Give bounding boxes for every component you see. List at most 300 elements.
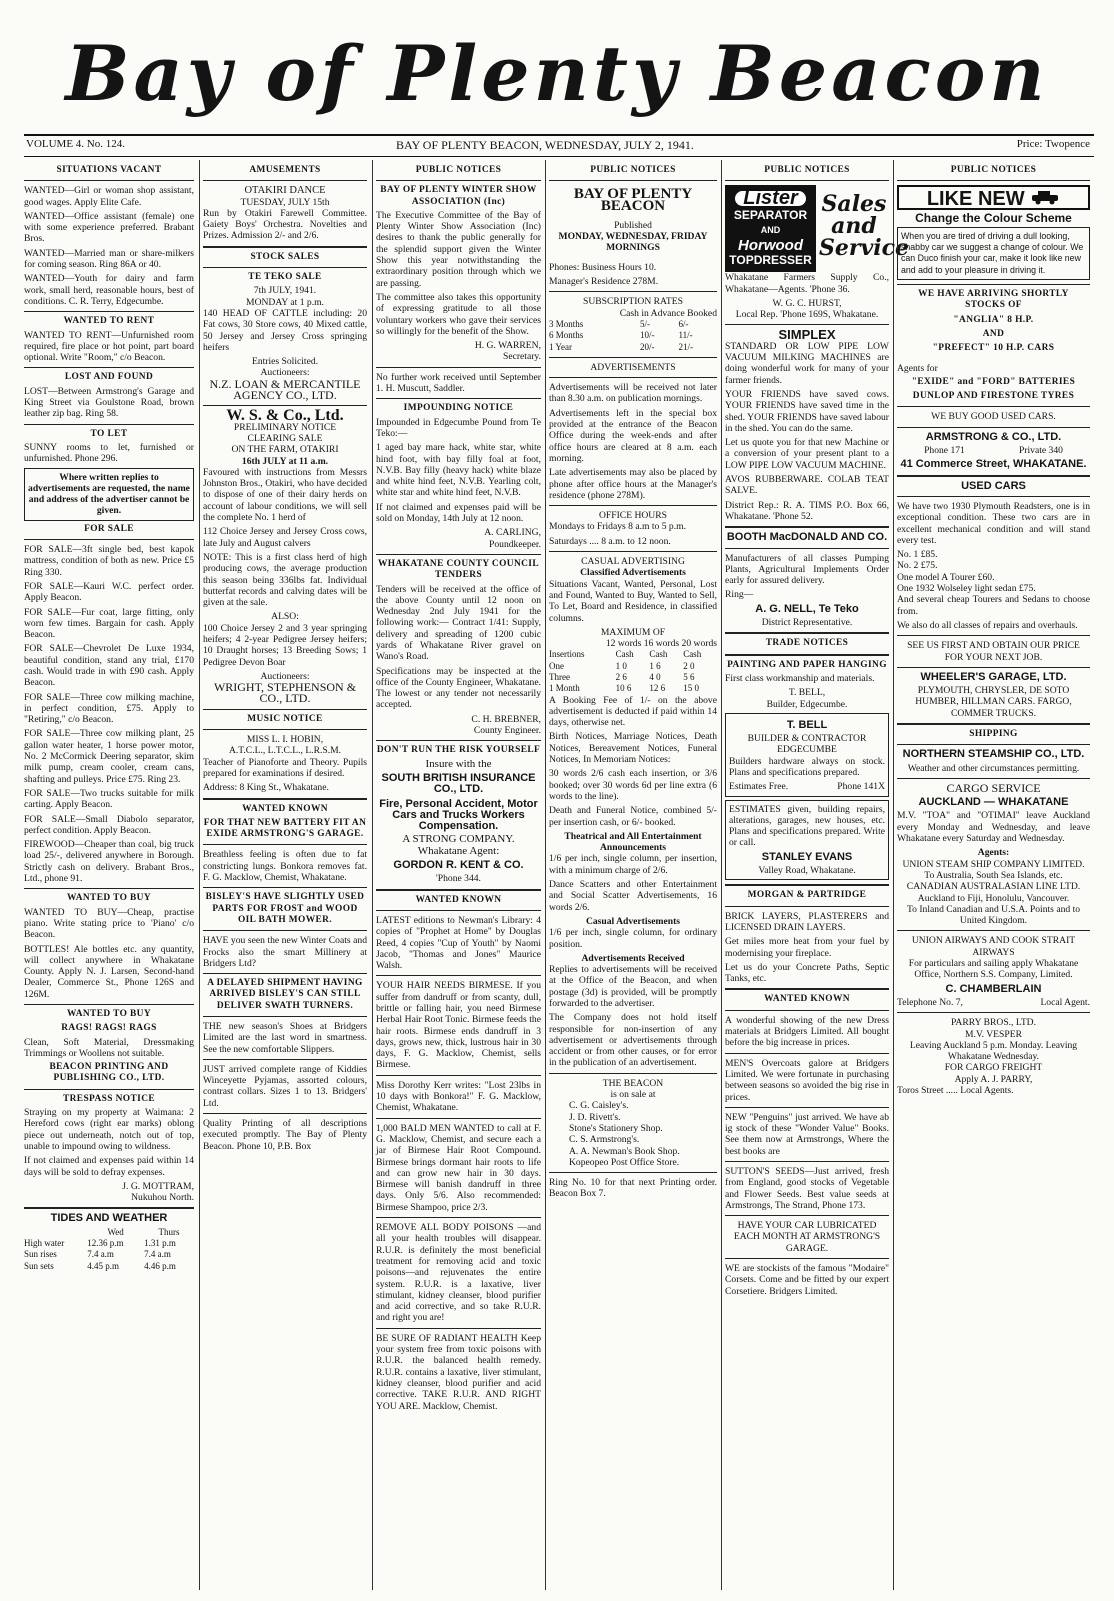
wanted-known-ad: YOUR HAIR NEEDS BIRMESE. If you suffer from dandruff or from scanty, dull, brittle or falling hair, you need Birmese Herbal Hair Root Tonic. Birmese feeds the hair roots. Birmese ends dandruff in 3 days, grows new, thick, lustrous hair in 30 days, F. G. Macklow, Chemist, sells Birmese. [376, 980, 541, 1071]
used-car-price: One 1932 Wolseley light sedan £75. [897, 583, 1036, 595]
masthead-rule [24, 134, 1094, 136]
insure-label: Insure with the [425, 757, 492, 770]
wanted-known-ad: THE new season's Shoes at Bridgers Limited are the last word in smartness. See the new comfortable Slippers. [203, 1021, 367, 1055]
rags-heading: RAGS! RAGS! RAGS [61, 1023, 157, 1034]
impounding-items: 1 aged bay mare hack, white star, white hind foot, with bay filly foal at foot, N.V.B. Bay filly (heavy hack) white blaze and white hind feet, N.V.B. Yearling colt, white star and white hind feet, N.V.B. [376, 442, 541, 499]
clearing-sale: CLEARING SALE [247, 432, 323, 444]
classified-ad: FOR SALE—Two trucks suitable for milk carting. Apply Beacon. [24, 787, 194, 811]
cargo-freight: FOR CARGO FREIGHT [944, 1062, 1043, 1074]
car-icon [1030, 189, 1060, 205]
sale-date: 7th JULY, 1941. [253, 285, 317, 297]
colour-scheme-text: When you are tired of driving a dull looking, shabby car we suggest a change of colour. We can Duco finish your car, make it look like new and add to your pleasure in driving it. [897, 227, 1090, 280]
weather-permitting: Weather and other circumstances permitting. [907, 762, 1080, 774]
wheelers-garage: WHEELER'S GARAGE, LTD. [920, 670, 1067, 683]
used-cars-heading: USED CARS [961, 479, 1026, 492]
wright-firm: WRIGHT, STEPHENSON & CO., LTD. [213, 680, 357, 706]
tides-cell: 4.45 p.m [87, 1260, 119, 1271]
teacher-text: Teacher of Pianoforte and Theory. Pupils prepared for examinations if desired. [203, 756, 367, 779]
lister-and: AND [760, 225, 781, 236]
canadian-routes: Auckland to Fiji, Honolulu, Vancouver. [917, 892, 1070, 904]
beacon-title: BAY OF PLENTY BEACON [573, 186, 693, 214]
nell-name: A. G. NELL, Te Teko [755, 602, 859, 615]
situations-vacant-heading: SITUATIONS VACANT [56, 165, 162, 175]
signature-title: Secretary. [503, 351, 541, 363]
used-cars-text: And several cheap Tourers and Sedans to choose from. [897, 594, 1090, 617]
cargo-route: AUCKLAND — WHAKATANE [918, 796, 1069, 809]
shipping-heading: SHIPPING [969, 728, 1018, 739]
maximum-label: MAXIMUM OF [600, 626, 666, 638]
tides-cell: 4.46 p.m [144, 1260, 176, 1271]
rates-cell: 2 6 [615, 671, 627, 682]
sale-title: TE TEKO SALE [248, 272, 322, 283]
wanted-known-ad: MEN'S Overcoats galore at Bridgers Limited. We were fortunate in purchasing between seasons so avoided the big rise in prices. [725, 1057, 889, 1103]
disclaimer: The Company does not hold itself responsible for non-insertion of any advertisement or advertisements through accident or from other causes, or for error in the publication of an advertisement. [549, 1012, 717, 1069]
rate-booked: 11/- [678, 330, 693, 341]
music-notice-heading: MUSIC NOTICE [247, 713, 323, 724]
rate-booked: 21/- [678, 341, 693, 352]
agents-for: Agents for [897, 362, 938, 374]
morgan-text: Get miles more heat from your fuel by modernising your fireplace. [725, 936, 889, 959]
evans-text: ESTIMATES given, building repairs, alterations, garages, new houses, etc. Plans and specifications prepared. Write or call. [729, 803, 885, 849]
on-sale-sub: is on sale at [610, 1089, 656, 1101]
stockist: A. A. Newman's Book Shop. [569, 1145, 680, 1157]
evans-address: Valley Road, Whakatane. [758, 865, 856, 877]
wanted-known-ad: 1,000 BALD MEN WANTED to call at F. G. Macklow, Chemist, and secure each a jar of Birmese Hair Root Compound. Birmese brings dormant hair roots to life and can grow new hair in 30 days. Birmese will banish dandruff in three days. Only 5/6. Also recommended: Birmese Shampoo, price 2/3. [376, 1122, 541, 1213]
wanted-known-ad: SUTTON'S SEEDS—Just arrived, fresh from England, good stocks of Vegetable and Flower Seeds. Best value seeds at Armstrongs, The Strand, Phone 173. [725, 1166, 889, 1211]
rate-cash: 5/- [639, 318, 650, 329]
simplex-products: AVOS RUBBERWARE. COLAB TEAT SALVE. [725, 474, 889, 497]
trade-notices-heading: TRADE NOTICES [765, 638, 849, 649]
agent-phone: 'Phone 344. [436, 873, 481, 885]
auctioneers-label: Auctioneers: [260, 367, 310, 379]
rate-period: 3 Months [549, 318, 584, 329]
tides-col-header: Wed [107, 1226, 124, 1237]
public-notices-heading: PUBLIC NOTICES [764, 165, 850, 175]
signature-title: Poundkeeper. [489, 538, 541, 550]
parry-bros: PARRY BROS., LTD. [950, 1017, 1037, 1029]
simplex-text: YOUR FRIENDS have saved cows. YOUR FRIENDS have saved time in the shed. YOUR FRIENDS have saved labour in the shed. You can do the same. [725, 388, 889, 434]
stockist: C. S. Armstrong's. [569, 1134, 640, 1146]
agent-label: Whakatane Agent: [417, 844, 500, 857]
price: Price: Twopence [1016, 138, 1090, 150]
like-new-logo [897, 185, 1090, 209]
tides-cell: 12.36 p.m [87, 1238, 124, 1249]
column-2 [203, 162, 367, 1592]
classified-ad: BOTTLES! Ale bottles etc. any quantity, will collect anywhere in Whakatane County. Apply N. J. Larsen, Second-hand Dealer, Commerce St., Phone 126S and 126M. [24, 943, 194, 1000]
signature-title: County Engineer. [473, 725, 541, 737]
booth-text: Manufacturers of all classes Pumping Plants, Agricultural Implements Order early for assured delivery. [725, 552, 889, 587]
ad-rule: Late advertisements may also be placed by phone after office hours at the Manager's residence (phone 278M). [549, 467, 717, 501]
rate-cash: 20/- [639, 341, 655, 352]
anglia: "ANGLIA" 8 H.P. [953, 314, 1034, 325]
office-hours: Mondays to Fridays 8 a.m to 5 p.m. [549, 521, 686, 533]
lister-separator: SEPARATOR [733, 208, 808, 223]
chamberlain-role: Local Agent. [1040, 996, 1090, 1008]
rates-cell: 10 6 [615, 683, 632, 694]
rates-cell: 4 0 [649, 671, 661, 682]
classified-ad: FOR SALE—3ft single bed, best kapok mattress, condition of both as new. Price £5 Ring 330. [24, 544, 194, 578]
prefect: "PREFECT" 10 H.P. CARS [932, 343, 1055, 354]
office-hours-heading: OFFICE HOURS [599, 510, 667, 522]
morgan-text: Let us do your Concrete Paths, Septic Tanks, etc. [725, 961, 889, 985]
wanted-to-buy-heading: WANTED TO BUY [66, 1009, 152, 1019]
wanted-known-ad: NEW "Penguins" just arrived. We have ab ig stock of these "Wonder Value" Books. See them now at Armstrongs, Where the best books are [725, 1111, 889, 1157]
stockist: Stone's Stationery Shop. [569, 1122, 663, 1134]
classified-ad: FOR SALE—Three cow milking machine, in perfect condition, £75. Apply to "Retiring," c/o Beacon. [24, 691, 194, 726]
tides-table [24, 1227, 194, 1272]
advertisements-heading: ADVERTISEMENTS [590, 361, 676, 373]
office-hours: Saturdays .... 8 a.m. to 12 noon. [549, 535, 671, 547]
wanted-known-ad: HAVE YOUR CAR LUBRICATED EACH MONTH AT ARMSTRONG'S GARAGE. [733, 1220, 881, 1254]
wanted-to-buy-heading: WANTED TO BUY [66, 893, 152, 904]
ad-rule: Advertisements left in the special box provided at the entrance of the Beacon Office during the week-ends and after office hours are cleared at 8 a.m. each morning. [549, 407, 717, 464]
lost-and-found-heading: LOST AND FOUND [64, 372, 154, 383]
classified-ad: FOR SALE—Small Diabolo separator, perfect condition. Apply Beacon. [24, 813, 194, 836]
dance-title: OTAKIRI DANCE [244, 185, 326, 197]
farm-location: ON THE FARM, OTAKIRI [231, 444, 339, 456]
winter-show-text: The Executive Committee of the Bay of Plenty Winter Show Association (Inc) desires to thank the public generally for the splendid support given the Winter Show this year notwithstanding the extraordinary position through which we are passing. [376, 209, 541, 289]
hurst-name: W. G. C. HURST, [772, 297, 842, 309]
for-sale-heading: FOR SALE [84, 523, 134, 534]
wanted-known-ad: WE are stockists of the famous "Modaire" Corsets. Come and be fitted by our expert Corsetiere. Bridgers Limited. [725, 1263, 889, 1297]
nell-role: District Representative. [761, 617, 853, 629]
published-label: Published [614, 219, 652, 231]
received-heading: Advertisements Received [581, 952, 685, 964]
winter-show-title: BAY OF PLENTY WINTER SHOW ASSOCIATION (Inc) [380, 185, 537, 207]
tyres: DUNLOP AND FIRESTONE TYRES [912, 391, 1075, 402]
column-rule [372, 160, 373, 1590]
chamberlain-phone: Telephone No. 7, [897, 996, 963, 1008]
cargo-schedule: M.V. "TOA" and "OTIMAI" leave Auckland every Monday and Wednesday, and leave Whakatane every Saturday and Wednesday. [897, 810, 1090, 845]
topdresser: TOPDRESSER [729, 253, 812, 268]
hurst-rep: Local Rep. 'Phone 169S, Whakatane. [735, 309, 879, 321]
public-notices-heading: PUBLIC NOTICES [590, 165, 676, 175]
stockist: C. G. Caisley's. [569, 1100, 629, 1112]
bell-phone: Phone 141X [837, 781, 885, 793]
impounding-sale: If not claimed and expenses paid will be sold on Monday, 14th July at 12 noon. [376, 501, 541, 525]
subscription-heading: SUBSCRIPTION RATES [583, 296, 683, 308]
theatrical-rate: 1/6 per inch, single column, per insertion, with a minimum charge of 2/6. [549, 853, 717, 876]
classified-ad: FOR SALE—Kauri W.C. perfect order. Apply Beacon. [24, 580, 194, 604]
union-airways: UNION AIRWAYS AND COOK STRAIT AIRWAYS [911, 935, 1076, 958]
rates-col-header: Cash [683, 649, 702, 660]
insurance-lines: Fire, Personal Accident, Motor Cars and Trucks Workers Compensation. [379, 797, 538, 833]
morgan-text: BRICK LAYERS, PLASTERERS and LICENSED DRAIN LAYERS. [725, 910, 889, 933]
trespass-text: If not claimed and expenses paid within 14 days will be sold to defray expenses. [24, 1155, 194, 1178]
dateline-rule [24, 156, 1094, 157]
tides-row-label: Sun rises [24, 1249, 57, 1260]
bell-name: T. BELL [786, 718, 828, 731]
agent-name: GORDON R. KENT & CO. [393, 859, 524, 872]
wanted-known-ad: JUST arrived complete range of Kiddies Winceyette Pyjamas, assorted colours, contrast collars. Sizes 1 to 13. Bridgers' Ltd. [203, 1063, 367, 1109]
tides-row-label: High water [24, 1238, 65, 1249]
painting-heading: PAINTING AND PAPER HANGING [727, 659, 887, 670]
sales-service: Sales and Service [819, 191, 910, 262]
impounding-text: Impounded in Edgecumbe Pound from Te Teko:— [376, 416, 541, 439]
bell-place: EDGECUMBE [777, 744, 837, 756]
classified-ad: WANTED—Office assistant (female) one with some experience preferred. Brabant Bros. [24, 210, 194, 245]
rates-row-label: Three [549, 671, 570, 682]
tides-heading: TIDES AND WEATHER [50, 1212, 168, 1225]
volume-number: VOLUME 4. No. 124. [26, 138, 125, 150]
union-steam-routes: To Australia, South Sea Islands, etc. [924, 869, 1063, 881]
rate-booked: 6/- [678, 318, 689, 329]
clearing-text: Favoured with instructions from Messrs Johnston Bros., Otakiri, who have decided to dispose of one of their dairy herds on account of labour conditions, we will sell the complete No. 1 herd of [203, 466, 367, 524]
arriving-stocks: WE HAVE ARRIVING SHORTLY STOCKS OF [918, 289, 1069, 311]
northern-steamship: NORTHERN STEAMSHIP CO., LTD. [902, 748, 1085, 761]
lister-wordmark: Lister [735, 191, 805, 206]
column-rule [721, 160, 722, 1590]
on-sale-heading: THE BEACON [602, 1077, 664, 1089]
classified-ad: FOR SALE—Three cow milking plant, 25 gallon water heater, 1 horse power motor, No. 2 McCormick Deering separator, skim milk pump, cream cooler, cream cans, shafting and pulleys. Price £75. Ring 23. [24, 728, 194, 785]
insurance-company: SOUTH BRITISH INSURANCE CO., LTD. [381, 771, 536, 796]
rates-row-label: 1 Month [549, 683, 580, 694]
rags-firm: BEACON PRINTING AND PUBLISHING CO., LTD. [49, 1062, 169, 1084]
dateline [26, 138, 1090, 154]
column-4 [549, 162, 717, 1592]
preliminary-notice: PRELIMINARY NOTICE [233, 421, 337, 433]
casual-advertising-heading: CASUAL ADVERTISING [581, 556, 685, 568]
signature: T. BELL, [788, 687, 826, 699]
simplex-rep: District Rep.: R. A. TIMS P.O. Box 66, Whakatane. 'Phone 52. [725, 499, 889, 522]
canadian-australasian: CANADIAN AUSTRALASIAN LINE LTD. [906, 881, 1081, 893]
wanted-known-heading: WANTED KNOWN [764, 994, 850, 1005]
insurance-heading: DON'T RUN THE RISK YOURSELF [376, 745, 541, 756]
classified-ad: WANTED TO RENT—Unfurnished room required, fire place or hot point, part board optional. Write "Room," c/o Beacon. [24, 329, 194, 364]
rates-col-header: Cash [615, 649, 634, 660]
airways-text: For particulars and sailing apply Whakatane Office, Northern S.S. Company, Limited. [908, 958, 1079, 981]
birth-notices: Birth Notices, Marriage Notices, Death Notices, Bereavement Notices, Funeral Notices, In Memoriam Notices: [549, 731, 717, 766]
wanted-known-ad: LATEST editions to Newman's Library: 4 copies of "Prophet at Home" by Douglas Reed, 4 copies "Cup of Youth" by Naomi Jacob, "Thomas and Jones" Maurice Walsh. [376, 914, 541, 972]
lister-logo [725, 185, 816, 272]
word-counts: 12 words 16 words 20 words [605, 638, 717, 650]
armstrong-address: 41 Commerce Street, WHAKATANE. [900, 458, 1087, 471]
lister-agents: Whakatane Farmers Supply Co., Whakatane—Agents. 'Phone 36. [725, 272, 889, 295]
chamberlain: C. CHAMBERLAIN [945, 982, 1042, 995]
wanted-known-ad: BE SURE OF RADIANT HEALTH Keep your system free from toxic poisons with R.U.R. the balanced health remedy. R.U.R. contains a laxative, liver stimulant, kidney cleanser, blood purifier and acid corrective. TAKE R.U.R. AND RIGHT YOU ARE. Macklow, Chemist. [376, 1332, 541, 1412]
signature-place: Nukuhou North. [131, 1192, 194, 1204]
teacher-quals: A.T.C.L., L.T.C.L., L.R.S.M. [228, 745, 342, 757]
rate-cash: 10/- [639, 330, 655, 341]
classified-heading: Classified Advertisements [580, 567, 686, 579]
simplex-title: SIMPLEX [778, 327, 836, 343]
casual-heading: Casual Advertisements [585, 915, 681, 927]
morgan-partridge: MORGAN & PARTRIDGE [747, 890, 867, 901]
signature: A. CARLING, [484, 527, 541, 539]
classified-ad: WANTED—Youth for dairy and farm work, small herd, reasonable hours, best of conditions. C. R. Terry, Edgecumbe. [24, 273, 194, 307]
winter-show-text: The committee also takes this opportunity of expressing gratitude to all those voluntary workers who gave their services so willingly for the benefit of the Show. [376, 291, 541, 337]
painting-text: First class workmanship and materials. [725, 672, 875, 684]
teacher-address: Address: 8 King St., Whakatane. [203, 782, 329, 794]
tides-cell: 7.4 a.m [144, 1249, 171, 1260]
colour-scheme-heading: Change the Colour Scheme [915, 210, 1072, 225]
batteries: "EXIDE" and "FORD" BATTERIES [911, 376, 1076, 387]
wheelers-makes: PLYMOUTH, CHRYSLER, DE SOTO HUMBER, HILLMAN CARS. FARGO, COMMER TRUCKS. [915, 685, 1072, 719]
stockist: Kopeopeo Post Office Store. [569, 1156, 680, 1168]
vesper-schedule: Leaving Auckland 5 p.m. Monday. Leaving Whakatane Wednesday. [909, 1039, 1078, 1063]
masthead: Bay of Plenty Beacon [65, 29, 1049, 118]
like-new-text: LIKE NEW [926, 188, 1025, 211]
signature-title: Builder, Edgecumbe. [766, 698, 848, 710]
bell-text: Builders hardware always on stock. Plans and specifications prepared. [729, 755, 885, 778]
public-notices-heading: PUBLIC NOTICES [415, 165, 502, 175]
tender-text: Specifications may be inspected at the office of the County Engineer, Whakatane. The lowest or any tender not necessarily accepted. [376, 665, 541, 711]
wanted-known-ad: Breathless feeling is often due to fat constricting lungs. Bonkora removes fat. F. G. Macklow, Chemist, Whakatane. [203, 849, 367, 884]
dance-date: TUESDAY, JULY 15th [240, 196, 330, 208]
classified-ad: FIREWOOD—Cheaper than coal, big truck load 25/-, delivered anywhere in Borough. Strictly cash on delivery. Brabant Bros., Ltd., phone 91. [24, 839, 194, 885]
tender-text: Tenders will be received at the office of the above County until 12 noon on Wednesday 2nd July 1941 for the following work:— Contract 1/41: Supply, delivery and spreading of 1200 cubic yards of Whakatane River gravel on Wano's Road. [376, 583, 541, 663]
classified-ad: FOR SALE—Fur coat, large fitting, only worn few times. Bargain for cash. Apply Beacon. [24, 606, 194, 641]
saddler-notice: No further work received until September 1. H. Muscutt, Saddler. [376, 371, 541, 395]
dance-rate: Dance Scatters and other Entertainment and Social Scatter Advertisements, 16 words 2/6. [549, 879, 717, 913]
canadian-routes-2: To Inland Canadian and U.S.A. Points and to United Kingdom. [906, 903, 1081, 927]
wanted-known-heading: WANTED KNOWN [242, 803, 328, 814]
tides-cell: 7.4 a.m [87, 1249, 114, 1260]
armstrong-firm: ARMSTRONG & CO., LTD. [925, 430, 1062, 443]
replies-notice: Where written replies to advertisements are requested, the name and address of the advertiser cannot be given. [24, 468, 194, 521]
agents-label: Agents: [977, 847, 1010, 859]
parry-apply: Apply A. J. PARRY, [954, 1073, 1033, 1085]
see-us-first: SEE US FIRST AND OBTAIN OUR PRICE FOR YOUR NEXT JOB. [907, 640, 1080, 663]
simplex-text: STANDARD OR LOW PIPE LOW VACUUM MILKING MACHINES are doing wonderful work for many of your farmer friends. [725, 340, 889, 386]
tides-col-header: Thurs [158, 1226, 180, 1237]
wanted-known-ad: Quality Printing of all descriptions executed promptly. The Bay of Plenty Beacon. Phone 10, P.B. Box [203, 1118, 367, 1152]
classified-ad: WANTED TO BUY—Cheap, practise piano. Write stating price to 'Piano' c/o Beacon. [24, 906, 194, 941]
wanted-known-ad: Miss Dorothy Kerr writes: "Lost 23lbs in 10 days with Bonkora!" F. G. Macklow, Chemist, Whakatane. [376, 1079, 541, 1114]
used-cars-bought: WE BUY GOOD USED CARS. [931, 411, 1056, 423]
tides-row-label: Sun sets [24, 1260, 54, 1271]
used-cars-text: We also do all classes of repairs and overhauls. [897, 619, 1078, 631]
herd-note: NOTE: This is a first class herd of high producing cows, the average production this season being 336lbs fat. Individual butterfat records and calving dates will be given at the sale. [203, 551, 367, 609]
casual-rate: 1/6 per inch, single column, for ordinary position. [549, 927, 717, 950]
rates-cell: 12 6 [649, 683, 666, 694]
ws-firm: W. S. & Co., Ltd. [226, 407, 344, 425]
dance-text: Run by Otakiri Farewell Committee. Gaiety Boys' Orchestra. Novelties and Prizes. Admission 2/- and 2/6. [203, 207, 367, 242]
horwood-wordmark: Horwood [738, 237, 803, 255]
column-5 [725, 162, 910, 1592]
ad-rule: Advertisements will be received not later than 8.30 a.m. on publication mornings. [549, 382, 717, 405]
subscription-subheading: Cash in Advance Booked [619, 307, 717, 319]
signature: J. G. MOTTRAM, [122, 1180, 194, 1192]
mv-vesper: M.V. VESPER [965, 1028, 1022, 1040]
union-steam: UNION STEAM SHIP COMPANY LIMITED. [902, 858, 1085, 870]
sale-items: 140 HEAD OF CATTLE including: 20 Fat cows, 30 Store cows, 40 Mixed cattle, 50 Jersey and Jersey Cross springing heifers [203, 307, 367, 353]
classified-ad: WANTED—Girl or woman shop assistant, good wages. Apply Elite Cafe. [24, 185, 194, 208]
evans-box [725, 800, 889, 881]
stock-sales-heading: STOCK SALES [250, 251, 320, 262]
used-car-price: One model A Tourer £60. [897, 571, 995, 583]
evans-name: STANLEY EVANS [761, 850, 853, 863]
herd-text: 112 Choice Jersey and Jersey Cross cows, late July and August calvers [203, 526, 367, 549]
auctioneers-label: Auctioneers: [260, 670, 310, 682]
classified-ad: SUNNY rooms to let, furnished or unfurnished. Phone 296. [24, 441, 194, 465]
rates-col-header: Insertions [549, 649, 585, 660]
column-3 [376, 162, 541, 1592]
bell-box [725, 713, 889, 797]
phones: Phones: Business Hours 10. [549, 261, 657, 273]
bell-role: BUILDER & CONTRACTOR [747, 733, 867, 745]
published-days: MONDAY, WEDNESDAY, FRIDAY MORNINGS [558, 231, 708, 254]
received-text: Replies to advertisements will be received at the Office of the Beacon, and when postage (3d) is provided, will be promptly forwarded to the advertiser. [549, 964, 717, 1009]
simplex-text: Let us quote you for that new Machine or a conversion of your present plant to a LOW PIPE LOW VACUUM MACHINE. [725, 437, 889, 471]
classified-ad: WANTED—Married man or share-milkers for coming season. Ring 86A or 40. [24, 247, 194, 271]
armstrong-phone: Phone 171 [924, 445, 965, 457]
column-6 [897, 162, 1090, 1592]
used-car-price: No. 2 £75. [897, 560, 938, 572]
used-car-price: No. 1 £85. [897, 549, 938, 561]
manager-residence: Manager's Residence 278M. [549, 276, 659, 288]
column-rule [893, 160, 894, 1590]
and-label: AND [982, 328, 1005, 339]
signature: H. G. WARREN, [474, 340, 541, 352]
trespass-notice-heading: TRESPASS NOTICE [62, 1093, 156, 1104]
issue-date: BAY OF PLENTY BEACON, WEDNESDAY, JULY 2, 1941. [396, 138, 694, 152]
birth-notices-rate: 30 words 2/6 cash each insertion, or 3/6 booked; over 30 words 6d per line extra (6 words to the line). [549, 768, 717, 802]
sale-time: MONDAY at 1 p.m. [246, 296, 324, 308]
strong-company: A STRONG COMPANY. [402, 833, 515, 846]
wanted-known-ad: HAVE you seen the new Winter Coats and Frocks also the smart Millinery at Bridgers Ltd? [203, 935, 367, 969]
public-notices-heading: PUBLIC NOTICES [950, 165, 1037, 175]
column-rule [199, 160, 200, 1590]
rate-period: 1 Year [549, 341, 573, 352]
subscription-table [549, 319, 717, 353]
wanted-known-ad: BISLEY'S HAVE SLIGHTLY USED PARTS FOR FROST and WOOD OIL BATH MOWER. [205, 892, 365, 925]
parry-agents: Toros Street ..... Local Agents. [897, 1085, 1014, 1096]
rates-cell: 15 0 [683, 683, 699, 694]
wanted-known-ad: FOR THAT NEW BATTERY FIT AN EXIDE ARMSTRONG'S GARAGE. [203, 817, 367, 840]
teacher-name: MISS L. I. HOBIN, [246, 734, 324, 746]
rates-cell: 1 0 [615, 660, 627, 671]
column-1 [24, 162, 194, 1592]
nz-loan-firm: N.Z. LOAN & MERCANTILE AGENCY CO., LTD. [209, 376, 361, 403]
printing-order: Ring No. 10 for that next Printing order. Beacon Box 7. [549, 1177, 717, 1200]
rates-cell: 1 6 [649, 660, 661, 671]
entries-solicited: Entries Solicited. [251, 356, 319, 368]
rates-row-label: One [549, 660, 564, 671]
classified-text: Situations Vacant, Wanted, Personal, Lost and Found, Wanted to Buy, Wanted to Sell, To Let, Board and Residence, in classified columns. [549, 578, 717, 624]
ring-label: Ring— [725, 589, 754, 601]
amusements-heading: AMUSEMENTS [249, 165, 321, 175]
theatrical-heading: Theatrical and All Entertainment Announcements [564, 830, 702, 854]
rags-text: Clean, Soft Material, Dressmaking Trimmings or Woollens not suitable. [24, 1036, 194, 1059]
trespass-text: Straying on my property at Waimana: 2 Hereford cows (right ear marks) oblong piece out underneath, notch out of top, unable to impound owing to wildness. [24, 1107, 194, 1152]
rates-col-header: Cash [649, 649, 668, 660]
wanted-known-ad: A DELAYED SHIPMENT HAVING ARRIVED BISLEY'S CAN STILL DELIVER SWATH TURNERS. [207, 978, 363, 1011]
tides-cell: 1.31 p.m [144, 1238, 176, 1249]
used-cars-text: We have two 1930 Plymouth Readsters, one is in exceptional condition. These two cars are in excellent mechanical condition and will stand every test. [897, 500, 1090, 546]
rates-cell: 2 0 [683, 660, 695, 671]
booking-fee: A Booking Fee of 1/- on the above advertisement is deducted if paid within 14 days, otherwise net. [549, 694, 717, 729]
also-list: 100 Choice Jersey 2 and 3 year springing heifers; 4 2-year Pedigree Jersey heifers; 10 Draught horses; 13 Breeding Sows; 1 Pedigree Devon Boar [203, 622, 367, 668]
classified-ad: FOR SALE—Chevrolet De Luxe 1934, beautiful condition, stand any trial, £170 cash. Would trade in with £90 cash. Apply Beacon. [24, 643, 194, 689]
wanted-known-ad: REMOVE ALL BODY POISONS —and all your health troubles will disappear. R.U.R. is definitely the most beneficial treatment for removing acid and toxic poisons—and rejuvenates the entire system. R.U.R. is a laxative, liver stimulant, kidney cleanser, blood purifier and acid corrective, and so take R.U.R. and right you are! [376, 1222, 541, 1324]
county-council-heading: WHAKATANE COUNTY COUNCIL TENDERS [378, 558, 539, 581]
armstrong-private: Private 340 [1018, 445, 1063, 457]
rate-period: 6 Months [549, 330, 584, 341]
cargo-service: CARGO SERVICE [946, 780, 1041, 795]
also-label: ALSO: [271, 611, 299, 623]
wanted-known-heading: WANTED KNOWN [415, 894, 502, 905]
booth-macdonald: BOOTH MacDONALD AND CO. [726, 531, 888, 544]
signature: C. H. BREBNER, [471, 713, 541, 725]
wanted-to-rent-heading: WANTED TO RENT [63, 316, 155, 327]
wanted-known-ad: A wonderful showing of the new Dress materials at Bridgers Limited. All bought before the big increase in prices. [725, 1014, 889, 1049]
to-let-heading: TO LET [90, 428, 128, 439]
column-rule [545, 160, 546, 1590]
bell-estimates: Estimates Free. [729, 781, 789, 793]
clearing-date: 16th JULY at 11 a.m. [241, 455, 329, 467]
impounding-heading: IMPOUNDING NOTICE [403, 403, 514, 414]
